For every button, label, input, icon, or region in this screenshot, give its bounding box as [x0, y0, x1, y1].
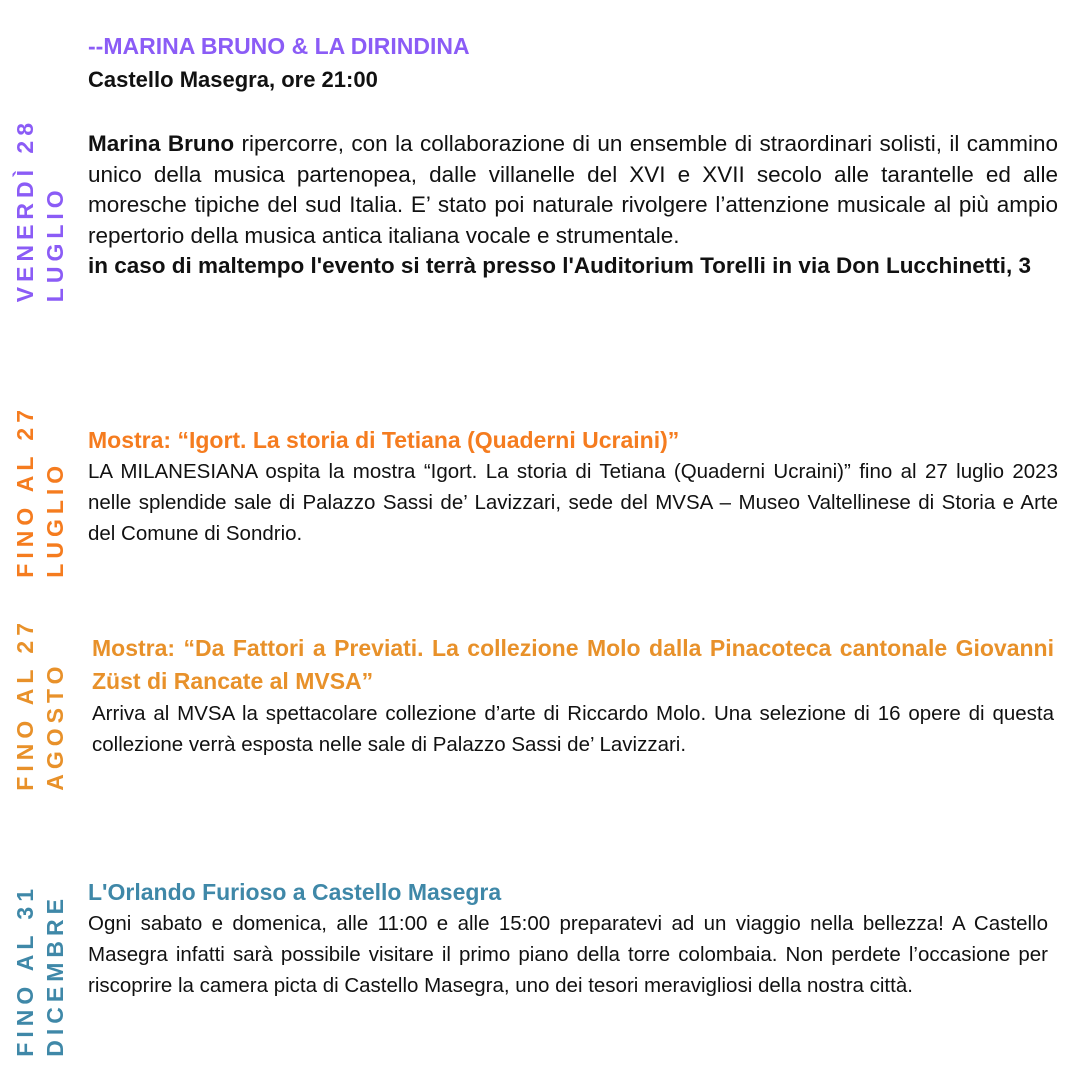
date-line-2: DICEMBRE: [42, 894, 68, 1057]
performer-name: Marina Bruno: [88, 131, 235, 156]
event-date-fino-al-27-luglio: [10, 405, 70, 578]
event-title: L'Orlando Furioso a Castello Masegra: [88, 879, 502, 905]
event-description: Arriva al MVSA la spettacolare collezione d’arte di Riccardo Molo. Una selezione di 16 opere di questa collezione verrà esposta nelle sale di Palazzo Sassi de’ Lavizzari.: [92, 702, 1054, 756]
event-mostra-fattori-previati: [92, 632, 1054, 760]
event-description: Ogni sabato e domenica, alle 11:00 e alle 15:00 preparatevi ad un viaggio nella bellezza! A Castello Masegra infatti sarà possibile visitare il primo piano della torre colombaia. Non perdete l’occasione per riscoprire la camera picta di Castello Masegra, uno dei tesori meravigliosi della nostra città.: [88, 912, 1048, 997]
event-description: [88, 129, 1058, 251]
date-line-1: VENERDÌ 28: [12, 118, 38, 303]
event-title: Mostra: “Igort. La storia di Tetiana (Quaderni Ucraini)”: [88, 427, 680, 453]
event-date-fino-al-31-dicembre: [10, 884, 70, 1057]
date-line-1: FINO AL 27: [12, 618, 38, 791]
event-title: Mostra: “Da Fattori a Previati. La collezione Molo dalla Pinacoteca cantonale Giovanni Züst di Rancate al MVSA”: [92, 635, 1054, 694]
date-line-2: AGOSTO: [42, 661, 68, 791]
date-line-2: LUGLIO: [42, 460, 68, 578]
event-date-venerdi-28-luglio: [10, 118, 70, 302]
date-line-1: FINO AL 31: [12, 884, 38, 1057]
description-text: ripercorre, con la collaborazione di un ensemble di straordinari solisti, il cammino unico della musica partenopea, dalle villanelle del XVI e XVII secolo alle tarantelle ed alle moresche tipiche del sud Italia. E’ stato poi naturale rivolgere l’attenzione musicale al più ampio repertorio della musica antica italiana vocale e strumentale.: [88, 131, 1058, 248]
date-line-1: FINO AL 27: [12, 405, 38, 578]
event-title: --MARINA BRUNO & LA DIRINDINA: [88, 33, 470, 59]
event-marina-bruno: [88, 30, 1058, 282]
event-date-fino-al-27-agosto: [10, 618, 70, 791]
event-orlando-furioso: [88, 876, 1048, 1001]
event-location-time: Castello Masegra, ore 21:00: [88, 67, 378, 92]
date-line-2: LUGLIO: [42, 185, 68, 303]
event-mostra-igort: [88, 424, 1058, 549]
weather-note: in caso di maltempo l'evento si terrà presso l'Auditorium Torelli in via Don Lucchinetti, 3: [88, 253, 1031, 278]
event-description: LA MILANESIANA ospita la mostra “Igort. La storia di Tetiana (Quaderni Ucraini)” fino al 27 luglio 2023 nelle splendide sale di Palazzo Sassi de’ Lavizzari, sede del MVSA – Museo Valtellinese di Storia e Arte del Comune di Sondrio.: [88, 460, 1058, 545]
